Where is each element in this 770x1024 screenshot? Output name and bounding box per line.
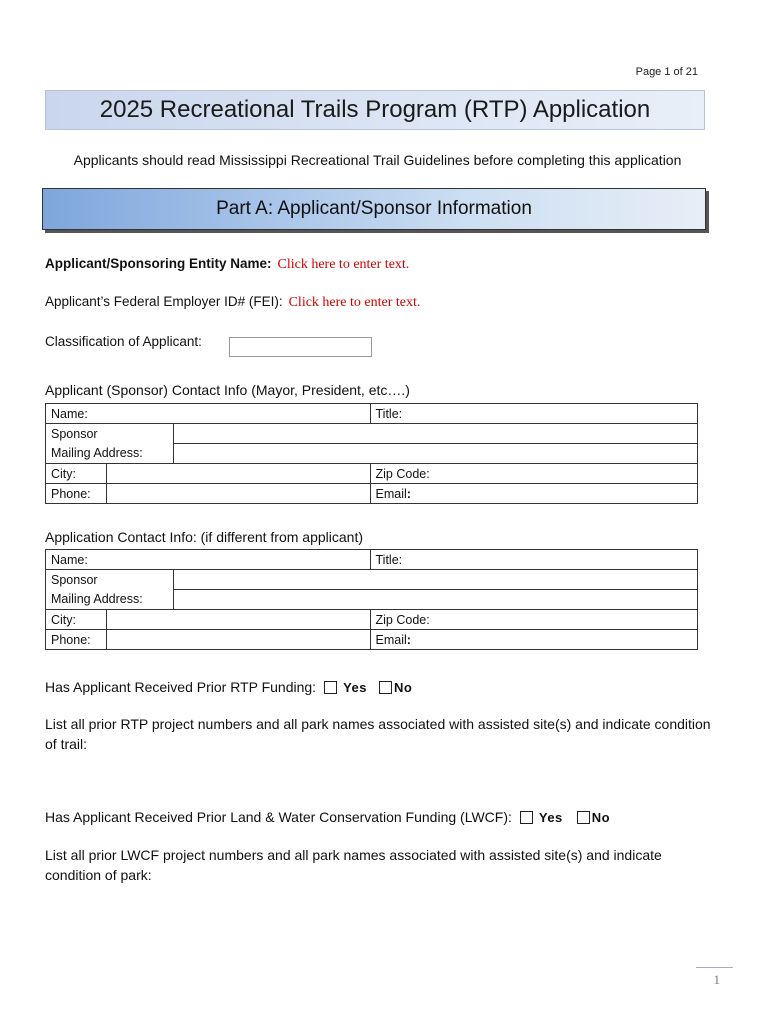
zip-label: Zip Code: [375, 466, 430, 481]
rtp-no-label: No [394, 679, 413, 695]
app-zip-cell[interactable] [370, 610, 698, 630]
mailing-label-cell [46, 444, 174, 464]
rtp-funding-question: Has Applicant Received Prior RTP Funding: [45, 679, 317, 695]
name-label: Name: [51, 552, 88, 567]
entity-name-row [45, 256, 409, 273]
rtp-yes-label: Yes [343, 679, 367, 695]
app-city-label-cell [46, 610, 107, 630]
entity-name-label: Applicant/Sponsoring Entity Name: [45, 256, 272, 271]
email-cell[interactable]: Email: [370, 484, 698, 504]
document-title: 2025 Recreational Trails Program (RTP) Application [45, 90, 705, 130]
part-a-header: Part A: Applicant/Sponsor Information [42, 188, 706, 230]
city-label: City: [51, 466, 76, 481]
mailing-address-label: Mailing Address: [51, 592, 143, 607]
lwcf-no-checkbox[interactable] [577, 811, 590, 824]
phone-label: Phone: [51, 486, 91, 501]
rtp-no-checkbox[interactable] [379, 681, 392, 694]
entity-name-field[interactable]: Click here to enter text. [277, 257, 410, 272]
footer-page-number: 1 [713, 972, 720, 987]
footer-divider [696, 967, 733, 968]
intro-text: Applicants should read Mississippi Recreational Trail Guidelines before completing this application [73, 152, 682, 168]
rtp-list-instructions: List all prior RTP project numbers and all park names associated with assisted site(s) and indicate condition of trail: [45, 716, 711, 752]
app-name-cell[interactable] [46, 550, 371, 570]
title-label: Title: [375, 552, 403, 567]
phone-value-cell[interactable] [106, 484, 370, 504]
email-label: Email [375, 486, 407, 501]
phone-label-cell [46, 484, 107, 504]
sponsor-contact-heading: Applicant (Sponsor) Contact Info (Mayor, President, etc….) [45, 382, 410, 398]
app-sponsor-label-cell [46, 570, 174, 590]
sponsor-label: Sponsor [51, 426, 98, 441]
lwcf-yes-checkbox[interactable] [520, 811, 533, 824]
lwcf-funding-question: Has Applicant Received Prior Land & Water Conservation Funding (LWCF): [45, 809, 512, 825]
phone-label: Phone: [51, 632, 91, 647]
application-contact-heading: Application Contact Info: (if different from applicant) [45, 529, 364, 545]
rtp-funding-row [45, 679, 412, 695]
email-label: Email [375, 632, 407, 647]
app-sponsor-value-cell[interactable] [173, 570, 697, 590]
mailing-address-cell[interactable] [173, 444, 697, 464]
city-label: City: [51, 612, 76, 627]
app-email-cell[interactable]: Email: [370, 630, 698, 650]
sponsor-value-cell[interactable] [173, 424, 697, 444]
sponsor-title-cell[interactable] [370, 404, 698, 424]
app-mailing-label-cell [46, 590, 174, 610]
app-phone-value-cell[interactable] [106, 630, 370, 650]
zip-label: Zip Code: [375, 612, 430, 627]
fei-label: Applicant’s Federal Employer ID# (FEI): [45, 294, 283, 309]
classification-label: Classification of Applicant: [45, 334, 202, 349]
fei-field[interactable]: Click here to enter text. [288, 295, 421, 310]
app-mailing-address-cell[interactable] [173, 590, 697, 610]
lwcf-list-instructions: List all prior LWCF project numbers and all park names associated with assisted site(s) and indicate condition of park: [45, 847, 662, 883]
application-contact-table [45, 549, 698, 650]
title-label: Title: [375, 406, 403, 421]
app-city-value-cell[interactable] [106, 610, 370, 630]
fei-row [45, 294, 420, 311]
city-value-cell[interactable] [106, 464, 370, 484]
sponsor-contact-table [45, 403, 698, 504]
city-label-cell [46, 464, 107, 484]
sponsor-label: Sponsor [51, 572, 98, 587]
mailing-address-label: Mailing Address: [51, 446, 143, 461]
lwcf-yes-label: Yes [538, 809, 563, 825]
zip-cell[interactable] [370, 464, 698, 484]
sponsor-label-cell [46, 424, 174, 444]
lwcf-no-label: No [591, 809, 611, 825]
lwcf-funding-row [45, 809, 610, 825]
rtp-yes-checkbox[interactable] [324, 681, 337, 694]
classification-input[interactable] [229, 337, 372, 357]
page-counter: Page 1 of 21 [635, 66, 698, 78]
app-title-cell[interactable] [370, 550, 698, 570]
name-label: Name: [51, 406, 88, 421]
app-phone-label-cell [46, 630, 107, 650]
sponsor-name-cell[interactable] [46, 404, 371, 424]
